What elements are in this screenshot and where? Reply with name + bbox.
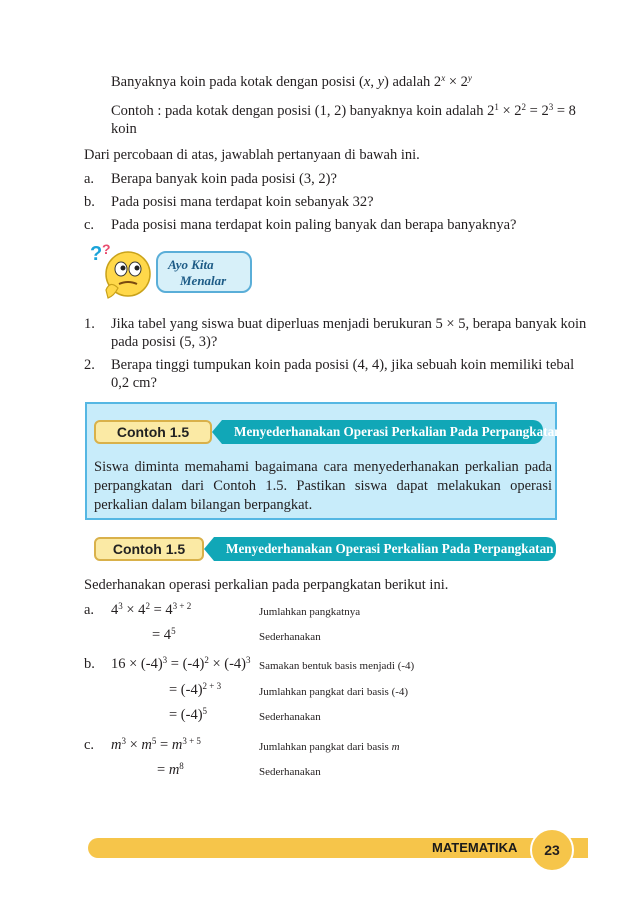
example-c-label: c.: [84, 737, 95, 753]
example-c-note2: Sederhanakan: [259, 766, 321, 778]
reasoning-2-line1: Berapa tinggi tumpukan koin pada posisi (4, 4), jika sebuah koin memiliki tebal: [111, 357, 575, 373]
reasoning-1-line2: pada posisi (5, 3)?: [111, 334, 218, 350]
teacher-note-text: Siswa diminta memahami bagaimana cara menyederhanakan perkalian pada perpangkatan dari Contoh 1.5. Pastikan siswa dapat melakukan operasi perkalian dalam bilangan berpangkat.: [94, 459, 552, 513]
svg-text:?: ?: [90, 243, 103, 265]
example-b-note1: Samakan bentuk basis menjadi (-4): [259, 660, 415, 672]
example-box-tab: Contoh 1.5: [94, 420, 212, 444]
example-a-step1: $4^3 \times 4^2 = 4^{3 + 2}$: [111, 601, 192, 618]
question-c-text: Pada posisi mana terdapat koin paling banyak dan berapa banyaknya?: [111, 217, 517, 233]
example-c-step1: $m^3 \times m^5 = m^{3 + 5}$: [111, 736, 201, 753]
example-a-label: a.: [84, 602, 95, 618]
thinking-mascot-icon: [84, 238, 166, 310]
prompt-text: Dari percobaan di atas, jawablah pertanyaan di bawah ini.: [84, 147, 420, 163]
intro-line-3: koin: [111, 121, 137, 137]
example-a-note2: Sederhanakan: [259, 631, 321, 643]
example-b-label: b.: [84, 656, 95, 672]
ayo-line-2: Menalar: [180, 273, 227, 288]
question-a-text: Berapa banyak koin pada posisi (3, 2)?: [111, 171, 337, 187]
intro-line-1: Banyaknya koin pada kotak dengan posisi (x, y) adalah $2^x \times 2^y$: [111, 73, 472, 90]
reasoning-1-line1: Jika tabel yang siswa buat diperluas menjadi berukuran 5 × 5, berapa banyak koin: [111, 316, 587, 332]
example-c-note1: Jumlahkan pangkat dari basis m: [259, 741, 400, 753]
example-tab: Contoh 1.5: [94, 537, 204, 561]
example-intro: Sederhanakan operasi perkalian pada perpangkatan berikut ini.: [84, 577, 449, 593]
reasoning-2-line2: 0,2 cm?: [111, 375, 157, 391]
question-c-label: c.: [84, 217, 95, 233]
example-b-note2: Jumlahkan pangkat dari basis (-4): [259, 686, 409, 698]
example-c-step2: = $m^8$: [157, 761, 184, 778]
example-box-title: Menyederhanakan Operasi Perkalian Pada Perpangkatan: [222, 420, 543, 444]
intro-line-2: Contoh : pada kotak dengan posisi (1, 2) banyaknya koin adalah $2^1 \times 2^2 = 2^3 = 8$: [111, 102, 576, 119]
reasoning-2-label: 2.: [84, 357, 95, 373]
example-title: Menyederhanakan Operasi Perkalian Pada Perpangkatan: [214, 537, 556, 561]
ayo-line-1: Ayo Kita: [168, 257, 214, 272]
question-b-text: Pada posisi mana terdapat koin sebanyak 32?: [111, 194, 374, 210]
example-b-step1: $16 \times (-4)^3 = (-4)^2 \times (-4)^3$: [111, 655, 251, 672]
svg-text:?: ?: [102, 241, 111, 257]
question-a-label: a.: [84, 171, 95, 187]
example-b-step2: = $(-4)^{2 + 3}$: [169, 681, 222, 698]
ayo-kita-menalar-badge: [156, 251, 252, 293]
example-a-note1: Jumlahkan pangkatnya: [259, 606, 361, 618]
question-b-label: b.: [84, 194, 95, 210]
footer-subject: MATEMATIKA: [432, 840, 518, 855]
page-number: 23: [530, 828, 574, 872]
example-b-note3: Sederhanakan: [259, 711, 321, 723]
reasoning-1-label: 1.: [84, 316, 95, 332]
example-a-step2: = $4^5$: [152, 626, 176, 643]
example-b-step3: = $(-4)^5$: [169, 706, 208, 723]
